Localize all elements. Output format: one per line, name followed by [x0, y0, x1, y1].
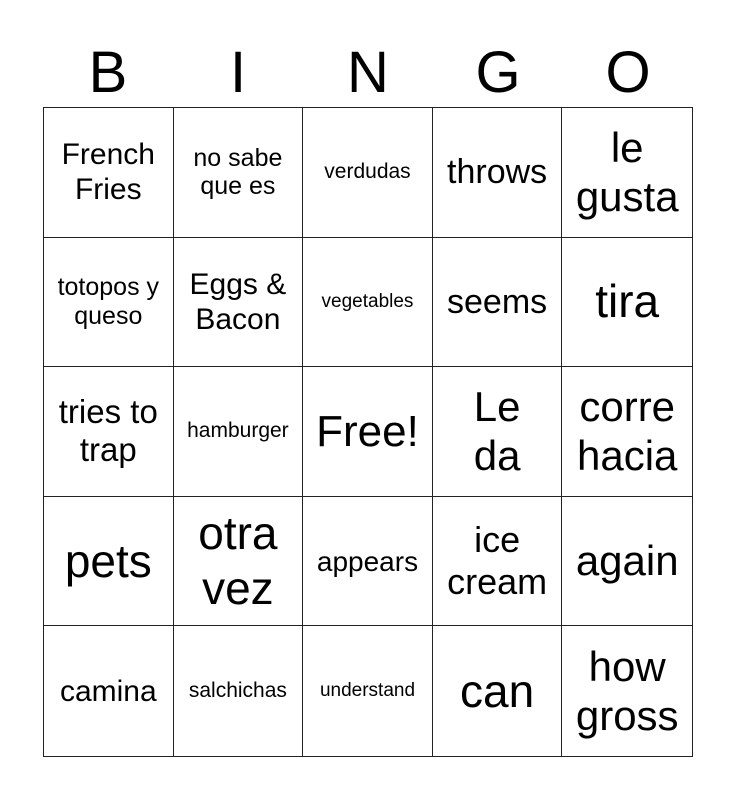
bingo-cell[interactable]	[433, 497, 563, 627]
cell-text: throws	[447, 153, 548, 192]
bingo-cell[interactable]	[562, 367, 692, 497]
cell-text: again	[575, 537, 679, 585]
bingo-cell[interactable]	[433, 626, 563, 756]
bingo-cell[interactable]	[303, 238, 433, 368]
bingo-cell[interactable]	[174, 108, 304, 238]
header-letter-n: N	[347, 40, 389, 105]
cell-text: Eggs & Bacon	[189, 267, 287, 336]
bingo-cell[interactable]	[562, 238, 692, 368]
bingo-cell[interactable]	[44, 497, 174, 627]
cell-text: French Fries	[61, 137, 155, 207]
cell-text: can	[460, 664, 535, 717]
cell-text: appears	[316, 545, 419, 577]
bingo-card	[43, 107, 693, 757]
cell-text: tries to trap	[58, 392, 158, 469]
cell-text: ice cream	[447, 518, 548, 603]
bingo-cell[interactable]	[303, 108, 433, 238]
cell-text: verdudas	[324, 160, 411, 184]
header-letter-o: O	[605, 40, 651, 105]
bingo-cell[interactable]	[44, 238, 174, 368]
bingo-cell[interactable]	[303, 497, 433, 627]
bingo-cell[interactable]	[562, 497, 692, 627]
header-letter-i: I	[229, 40, 247, 105]
bingo-header	[43, 40, 693, 106]
bingo-cell[interactable]	[174, 626, 304, 756]
bingo-cell[interactable]	[433, 108, 563, 238]
bingo-cell[interactable]	[303, 367, 433, 497]
cell-text: vegetables	[321, 290, 414, 312]
bingo-cell[interactable]	[174, 497, 304, 627]
cell-text: otra vez	[198, 506, 278, 615]
header-letter-g: G	[475, 40, 521, 105]
cell-text: totopos y queso	[57, 273, 160, 330]
bingo-cell[interactable]	[562, 108, 692, 238]
cell-text: Le da	[473, 382, 521, 480]
cell-text: salchichas	[188, 679, 287, 703]
cell-text: pets	[64, 534, 152, 587]
bingo-cell[interactable]	[174, 367, 304, 497]
cell-text: camina	[59, 674, 157, 708]
cell-text: corre hacia	[576, 382, 678, 480]
cell-text: how gross	[575, 642, 679, 740]
cell-text: no sabe que es	[193, 143, 283, 201]
cell-text: hamburger	[187, 419, 289, 443]
cell-text: tira	[595, 275, 660, 328]
bingo-cell[interactable]	[433, 367, 563, 497]
bingo-cell[interactable]	[44, 108, 174, 238]
bingo-cell[interactable]	[174, 238, 304, 368]
bingo-cell[interactable]	[44, 367, 174, 497]
cell-text: seems	[447, 282, 548, 321]
cell-text: understand	[319, 680, 416, 702]
cell-text: Free!	[316, 406, 419, 456]
bingo-cell[interactable]	[433, 238, 563, 368]
bingo-cell[interactable]	[562, 626, 692, 756]
cell-text: le gusta	[575, 123, 679, 221]
bingo-cell[interactable]	[44, 626, 174, 756]
bingo-cell[interactable]	[303, 626, 433, 756]
header-letter-b: B	[88, 40, 128, 105]
